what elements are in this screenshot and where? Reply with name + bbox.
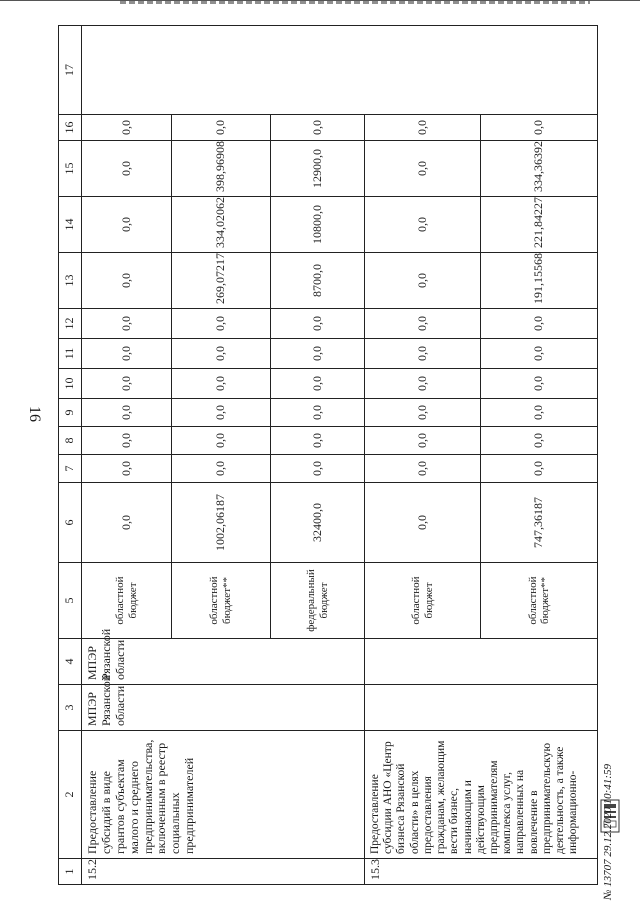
- value-cell: 0,0: [82, 309, 172, 339]
- header-cell: 3: [59, 685, 82, 731]
- funding-source: областной бюджет**: [172, 563, 271, 639]
- table-row: [365, 26, 481, 885]
- value-cell: 0,0: [82, 427, 172, 455]
- value-cell: 269,07217: [172, 253, 271, 309]
- value-cell: 0,0: [172, 399, 271, 427]
- value-cell: 0,0: [365, 115, 481, 141]
- value-cell: 0,0: [271, 115, 365, 141]
- header-cell: 5: [59, 563, 82, 639]
- value-cell: 0,0: [481, 455, 598, 483]
- value-cell: 0,0: [271, 339, 365, 369]
- value-cell: 0,0: [481, 339, 598, 369]
- value-cell: 0,0: [365, 339, 481, 369]
- header-cell: 14: [59, 197, 82, 253]
- header-cell: 11: [59, 339, 82, 369]
- header-cell: 8: [59, 427, 82, 455]
- value-cell: 334,36392: [481, 141, 598, 197]
- executor: [365, 639, 598, 685]
- value-cell: 12900,0: [271, 141, 365, 197]
- value-cell: 0,0: [82, 369, 172, 399]
- header-cell: 17: [59, 26, 82, 115]
- value-cell: 0,0: [271, 427, 365, 455]
- header-cell: 2: [59, 731, 82, 859]
- table-row: [82, 26, 172, 885]
- value-cell: 0,0: [365, 309, 481, 339]
- value-cell: 0,0: [365, 141, 481, 197]
- value-cell: 0,0: [82, 455, 172, 483]
- executor: МПЭР Рязанской области: [82, 685, 365, 731]
- row-id: 15.2: [82, 859, 365, 885]
- value-cell: 0,0: [82, 399, 172, 427]
- value-cell: 0,0: [82, 141, 172, 197]
- value-cell: 0,0: [365, 253, 481, 309]
- value-cell: 0,0: [481, 115, 598, 141]
- top-scan-edge: [0, 0, 640, 6]
- value-cell: 0,0: [365, 483, 481, 563]
- header-cell: 15: [59, 141, 82, 197]
- executor: [365, 685, 598, 731]
- header-cell: 6: [59, 483, 82, 563]
- value-cell: 0,0: [365, 197, 481, 253]
- funding-source: федеральный бюджет: [271, 563, 365, 639]
- value-cell: 221,84227: [481, 197, 598, 253]
- header-cell: 10: [59, 369, 82, 399]
- value-cell: 0,0: [172, 427, 271, 455]
- value-cell: 0,0: [365, 427, 481, 455]
- value-cell: 0,0: [172, 339, 271, 369]
- value-cell: 32400,0: [271, 483, 365, 563]
- value-cell: 0,0: [172, 115, 271, 141]
- value-cell: 747,36187: [481, 483, 598, 563]
- value-cell: 0,0: [271, 455, 365, 483]
- document-registration: № 13707 29.12.2020 10:41:59: [602, 764, 614, 900]
- header-cell: 1: [59, 859, 82, 885]
- value-cell: 0,0: [271, 399, 365, 427]
- header-cell: 12: [59, 309, 82, 339]
- header-cell: 16: [59, 115, 82, 141]
- value-cell: 0,0: [271, 369, 365, 399]
- value-cell: 8700,0: [271, 253, 365, 309]
- rotated-table-wrapper: [58, 30, 598, 885]
- value-cell: 0,0: [271, 309, 365, 339]
- funding-source: областной бюджет: [365, 563, 481, 639]
- value-cell: 0,0: [365, 399, 481, 427]
- executor: МПЭР Рязанской области: [82, 639, 365, 685]
- value-cell: 191,15568: [481, 253, 598, 309]
- header-row: [59, 26, 82, 885]
- value-cell: 0,0: [82, 339, 172, 369]
- value-cell: 334,02062: [172, 197, 271, 253]
- header-cell: 7: [59, 455, 82, 483]
- value-cell: 0,0: [172, 369, 271, 399]
- value-cell: 0,0: [82, 197, 172, 253]
- column-17: [82, 26, 598, 115]
- value-cell: 1002,06187: [172, 483, 271, 563]
- budget-table: [58, 25, 598, 885]
- header-cell: 4: [59, 639, 82, 685]
- value-cell: 0,0: [172, 455, 271, 483]
- value-cell: 0,0: [82, 253, 172, 309]
- funding-source: областной бюджет: [82, 563, 172, 639]
- value-cell: 0,0: [481, 309, 598, 339]
- header-cell: 13: [59, 253, 82, 309]
- value-cell: 0,0: [481, 427, 598, 455]
- row-id: 15.3: [365, 859, 598, 885]
- value-cell: 0,0: [172, 309, 271, 339]
- value-cell: 0,0: [365, 369, 481, 399]
- value-cell: 10800,0: [271, 197, 365, 253]
- measure-name: Предоставление субсидий в виде грантов субъектам малого и среднего предпринимательства, включенным в реестр социальных предпринимателей: [82, 731, 365, 859]
- value-cell: 0,0: [365, 455, 481, 483]
- value-cell: 0,0: [481, 369, 598, 399]
- funding-source: областной бюджет**: [481, 563, 598, 639]
- value-cell: 0,0: [82, 115, 172, 141]
- value-cell: 398,96908: [172, 141, 271, 197]
- header-cell: 9: [59, 399, 82, 427]
- measure-name: Предоставление субсидии АНО «Центр бизнеса Рязанской области» в целях предоставления гражданам, желающим вести бизнес, начинающим и действующим предпринимателям комплекса услуг, направленных на вовлечение в предпринимательскую деятельность, а также информационно-: [365, 731, 598, 859]
- value-cell: 0,0: [481, 399, 598, 427]
- page-number: 16: [26, 406, 43, 422]
- value-cell: 0,0: [82, 483, 172, 563]
